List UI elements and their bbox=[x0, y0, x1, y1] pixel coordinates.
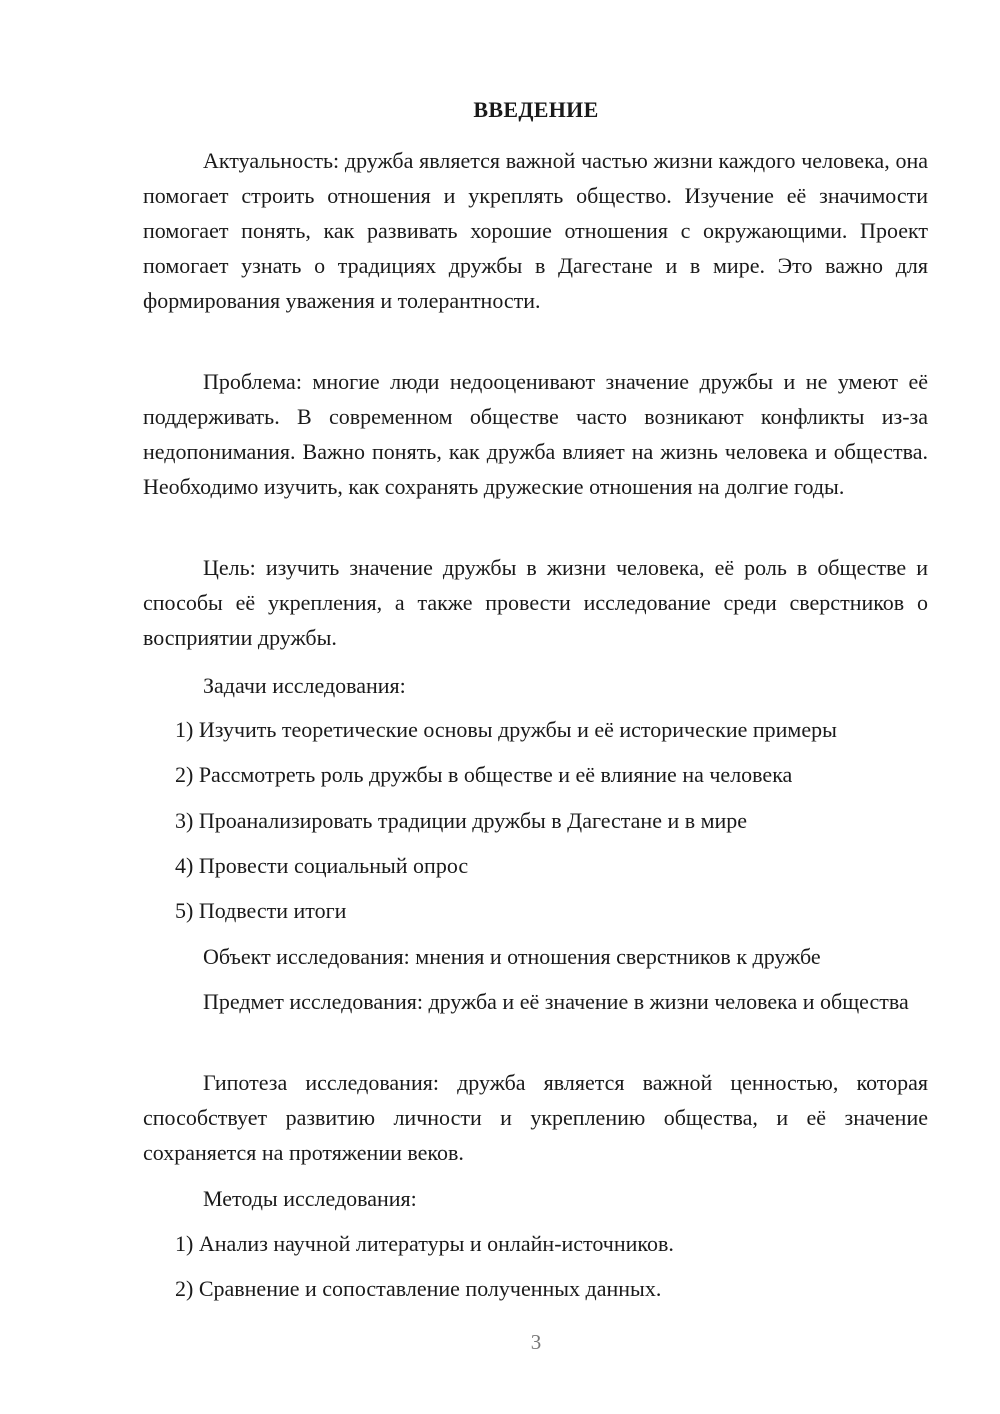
relevance-paragraph: Актуальность: дружба является важной частью жизни каждого человека, она помогает строить отношения и укреплять общество. Изучение её значимости помогает понять, как развивать хорошие отношения с окружающими. Проект помогает узнать о традициях дружбы в Дагестане и в мире. Это важно для формирования уважения и толерантности. bbox=[143, 148, 928, 313]
object-paragraph: Объект исследования: мнения и отношения сверстников к дружбе bbox=[203, 944, 821, 969]
tasks-heading: Задачи исследования: bbox=[203, 673, 406, 698]
page-title: ВВЕДЕНИЕ bbox=[473, 97, 599, 122]
subject-paragraph: Предмет исследования: дружба и её значение в жизни человека и общества bbox=[203, 989, 909, 1014]
list-item: 4) Провести социальный опрос bbox=[175, 853, 469, 878]
page-number: 3 bbox=[530, 1330, 542, 1354]
list-item: 1) Анализ научной литературы и онлайн-источников. bbox=[175, 1231, 674, 1256]
problem-paragraph: Проблема: многие люди недооценивают значение дружбы и не умеют её поддерживать. В современном обществе часто возникают конфликты из-за недопонимания. Важно понять, как дружба влияет на жизнь человека и общества. Необходимо изучить, как сохранять дружеские отношения на долгие годы. bbox=[143, 369, 928, 499]
hypothesis-paragraph: Гипотеза исследования: дружба является важной ценностью, которая способствует развитию личности и укреплению общества, и её значение сохраняется на протяжении веков. bbox=[143, 1070, 928, 1165]
list-item: 2) Сравнение и сопоставление полученных данных. bbox=[175, 1276, 662, 1301]
list-item: 5) Подвести итоги bbox=[175, 898, 347, 923]
methods-heading: Методы исследования: bbox=[203, 1186, 417, 1211]
list-item: 3) Проанализировать традиции дружбы в Дагестане и в мире bbox=[175, 808, 748, 833]
list-item: 2) Рассмотреть роль дружбы в обществе и её влияние на человека bbox=[175, 762, 793, 787]
goal-paragraph: Цель: изучить значение дружбы в жизни человека, её роль в обществе и способы её укрепления, а также провести исследование среди сверстников о восприятии дружбы. bbox=[143, 555, 928, 650]
list-item: 1) Изучить теоретические основы дружбы и её исторические примеры bbox=[175, 717, 837, 742]
